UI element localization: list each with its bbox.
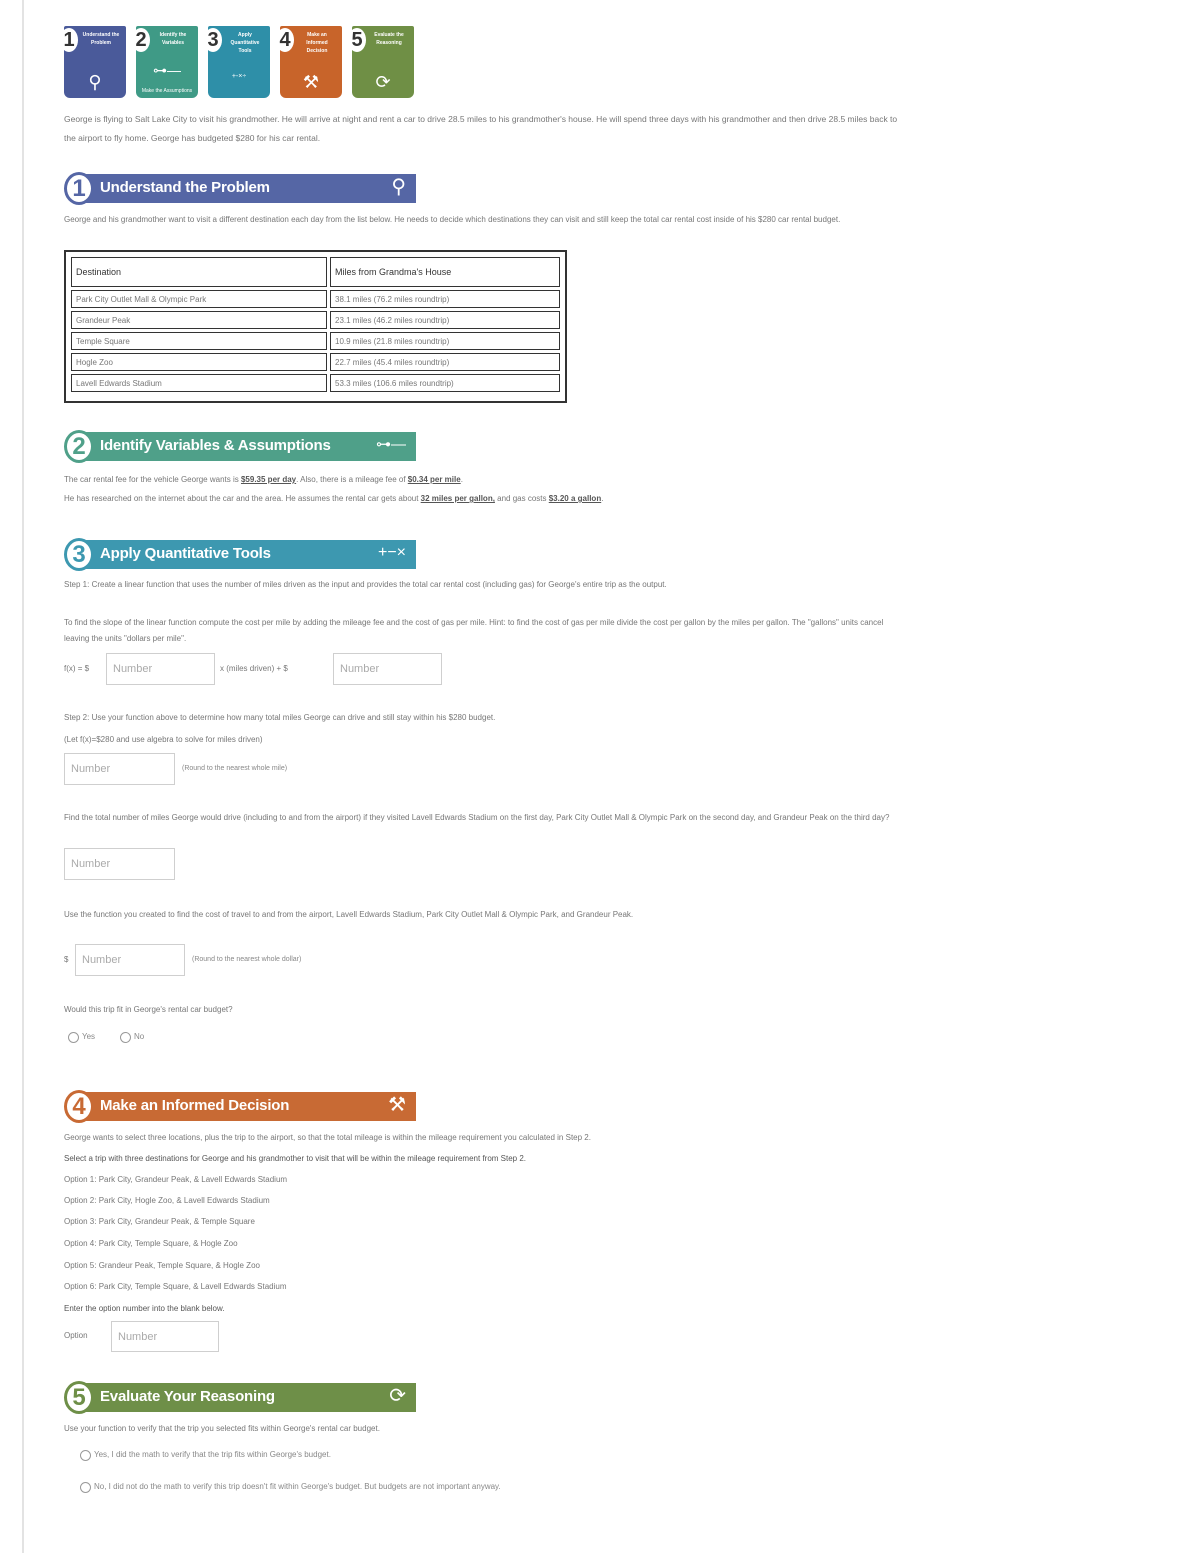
section-number: 4 — [64, 1090, 94, 1123]
option-item: Option 4: Park City, Temple Square, & Hogle Zoo — [64, 1239, 238, 1248]
banner-step-number: 5 — [348, 28, 366, 52]
table-header-cell: Miles from Grandma's House — [330, 257, 560, 287]
option-item: Option 5: Grandeur Peak, Temple Square, & Hogle Zoo — [64, 1261, 260, 1270]
section-number: 1 — [64, 172, 94, 205]
table-cell: Hogle Zoo — [71, 353, 327, 371]
table-cell: Lavell Edwards Stadium — [71, 374, 327, 392]
table-cell: Park City Outlet Mall & Olympic Park — [71, 290, 327, 308]
banner-step-extra: Make the Assumptions — [141, 88, 193, 94]
verify-no-radio[interactable] — [80, 1482, 91, 1493]
fit-no-label: No — [134, 1032, 145, 1041]
option-item: Option 1: Park City, Grandeur Peak, & Lavell Edwards Stadium — [64, 1175, 288, 1184]
section-header-variables — [64, 430, 416, 463]
destination-table — [64, 250, 567, 403]
fit-yes-radio[interactable] — [68, 1032, 79, 1043]
banner-step-number: 4 — [276, 28, 294, 52]
intro-paragraph: George is flying to Salt Lake City to visit his grandmother. He will arrive at night and rent a car to drive 28.5 miles to his grandmother's house. He will spend three days with his grandmother and then drive 28.5 miles back to the airport to fly home. George has budgeted $280 for his car rental. — [64, 114, 898, 143]
text-run: and gas costs — [494, 494, 549, 503]
dollar-sign: $ — [64, 955, 69, 964]
section2-line2 — [64, 491, 904, 507]
process-banner — [64, 26, 418, 101]
option-item: Option 3: Park City, Grandeur Peak, & Temple Square — [64, 1217, 255, 1226]
section-title: Identify Variables & Assumptions — [100, 437, 331, 454]
table-header-cell: Destination — [71, 257, 327, 287]
verify-yes-label: Yes, I did the math to verify that the trip fits within George's budget. — [94, 1450, 331, 1459]
table-cell: 22.7 miles (45.4 miles roundtrip) — [330, 353, 560, 371]
gas-price: $3.20 a gallon — [548, 494, 602, 503]
table-header-row — [71, 257, 560, 287]
key-icon: ⊶— — [376, 436, 406, 453]
banner-step-5 — [352, 26, 414, 98]
daily-fee: $59.35 per day — [240, 475, 297, 484]
section-header-quantitative — [64, 538, 416, 571]
round-dollar-hint: (Round to the nearest whole dollar) — [192, 956, 302, 963]
slope-input[interactable] — [106, 653, 215, 685]
banner-step-caption: Apply Quantitative Tools — [230, 32, 260, 54]
section-header-evaluate — [64, 1381, 416, 1414]
max-miles-input[interactable] — [64, 753, 175, 785]
table-cell: Grandeur Peak — [71, 311, 327, 329]
fit-no-radio[interactable] — [120, 1032, 131, 1043]
banner-step-caption: Make an Informed Decision — [306, 32, 328, 54]
trip-cost-question: Use the function you created to find the cost of travel to and from the airport, Lavell Edwards Stadium, Park City Outlet Mall & Olympic Park, and Grandeur Peak. — [64, 910, 634, 919]
banner-step-number: 3 — [204, 28, 222, 52]
banner-step-4 — [280, 26, 342, 98]
table-row — [71, 290, 560, 308]
option-item: Option 6: Park City, Temple Square, & Lavell Edwards Stadium — [64, 1282, 287, 1291]
banner-step-1 — [64, 26, 126, 98]
table-cell: 23.1 miles (46.2 miles roundtrip) — [330, 311, 560, 329]
function-prefix: f(x) = $ — [64, 664, 90, 673]
banner-step-caption: Understand the Problem — [82, 32, 120, 46]
section4-text: George wants to select three locations, plus the trip to the airport, so that the total mileage is within the mileage requirement you calculated in Step 2. — [64, 1133, 591, 1142]
banner-step-2 — [136, 26, 198, 98]
fit-yes-label: Yes — [82, 1032, 96, 1041]
table-row — [71, 311, 560, 329]
banner-step-caption: Evaluate the Reasoning — [374, 32, 404, 46]
option-item: Option 2: Park City, Hogle Zoo, & Lavell Edwards Stadium — [64, 1196, 270, 1205]
refresh-icon: ⟳ — [375, 72, 391, 92]
option-number-input[interactable] — [111, 1321, 219, 1352]
step1-hint: To find the slope of the linear function compute the cost per mile by adding the mileage fee and the cost of gas per mile. Hint: to find the cost of gas per mile divide the cost per gallon by the miles per gallon. The "gallons" units cancel leaving the units "dollars per mile". — [64, 618, 884, 643]
section-title: Make an Informed Decision — [100, 1097, 290, 1114]
key-icon: ⊶— — [153, 62, 181, 78]
intercept-input[interactable] — [333, 653, 442, 685]
table-cell: 10.9 miles (21.8 miles roundtrip) — [330, 332, 560, 350]
total-miles-input[interactable] — [64, 848, 175, 880]
mileage-fee: $0.34 per mile — [407, 475, 461, 484]
banner-step-number: 1 — [60, 28, 78, 52]
text-run: The car rental fee for the vehicle George wants is — [64, 475, 241, 484]
option-label: Option — [64, 1331, 88, 1340]
section1-text: George and his grandmother want to visit a different destination each day from the list below. He needs to decide which destinations they can visit and still keep the total car rental cost inside of his $280 car rental budget. — [64, 215, 841, 224]
budget-fit-question: Would this trip fit in George's rental car budget? — [64, 1005, 233, 1014]
refresh-icon: ⟳ — [389, 1385, 406, 1407]
function-middle: x (miles driven) + $ — [220, 664, 288, 673]
section-number: 3 — [64, 538, 94, 571]
total-miles-question: Find the total number of miles George would drive (including to and from the airport) if they visited Lavell Edwards Stadium on the first day, Park City Outlet Mall & Olympic Park on the second day, and Grandeur Peak on the third day? — [64, 813, 890, 822]
left-page-rule — [22, 0, 24, 1553]
text-run: He has researched on the internet about the car and the area. He assumes the rental car gets about — [64, 494, 421, 503]
magnifier-icon: ⚲ — [391, 176, 406, 198]
verify-no-label: No, I did not do the math to verify this trip doesn't fit within George's budget. But budgets are not important anyway. — [94, 1482, 501, 1491]
banner-step-number: 2 — [132, 28, 150, 52]
round-mile-hint: (Round to the nearest whole mile) — [182, 765, 288, 772]
magnifier-icon: ⚲ — [88, 72, 102, 92]
banner-step-3 — [208, 26, 270, 98]
table-cell: 38.1 miles (76.2 miles roundtrip) — [330, 290, 560, 308]
text-run: . Also, there is a mileage fee of — [296, 475, 408, 484]
table-row — [71, 374, 560, 392]
step1-text: Step 1: Create a linear function that uses the number of miles driven as the input and provides the total car rental cost (including gas) for George's entire trip as the output. — [64, 580, 667, 589]
section5-text: Use your function to verify that the trip you selected fits within George's rental car budget. — [64, 1424, 380, 1433]
section4-instruction: Select a trip with three destinations for George and his grandmother to visit that will be within the mileage requirement from Step 2. — [64, 1154, 527, 1163]
section-header-decision — [64, 1090, 416, 1123]
banner-step-caption: Identify the Variables — [159, 32, 187, 46]
math-symbols-icon: +−× — [377, 544, 406, 561]
gavel-icon: ⚒ — [388, 1094, 406, 1116]
section-number: 5 — [64, 1381, 94, 1414]
table-row — [71, 332, 560, 350]
section-number: 2 — [64, 430, 94, 463]
gavel-icon: ⚒ — [302, 72, 320, 92]
trip-cost-input[interactable] — [75, 944, 185, 976]
table-cell: 53.3 miles (106.6 miles roundtrip) — [330, 374, 560, 392]
section-title: Understand the Problem — [100, 179, 270, 196]
step2-text: Step 2: Use your function above to determine how many total miles George can drive and still stay within his $280 budget. — [64, 713, 496, 722]
table-row — [71, 353, 560, 371]
miles-per-gallon: 32 miles per gallon, — [420, 494, 495, 503]
section2-line1 — [64, 472, 904, 488]
section-header-understand — [64, 172, 416, 205]
verify-yes-radio[interactable] — [80, 1450, 91, 1461]
section-title: Apply Quantitative Tools — [100, 545, 271, 562]
text-run: . — [460, 475, 463, 484]
table-cell: Temple Square — [71, 332, 327, 350]
text-run: . — [601, 494, 604, 503]
option-instruction: Enter the option number into the blank below. — [64, 1304, 225, 1313]
math-symbols-icon: +-×÷ — [231, 73, 247, 80]
section-title: Evaluate Your Reasoning — [100, 1388, 275, 1405]
step2-subtext: (Let f(x)=$280 and use algebra to solve for miles driven) — [64, 735, 263, 744]
